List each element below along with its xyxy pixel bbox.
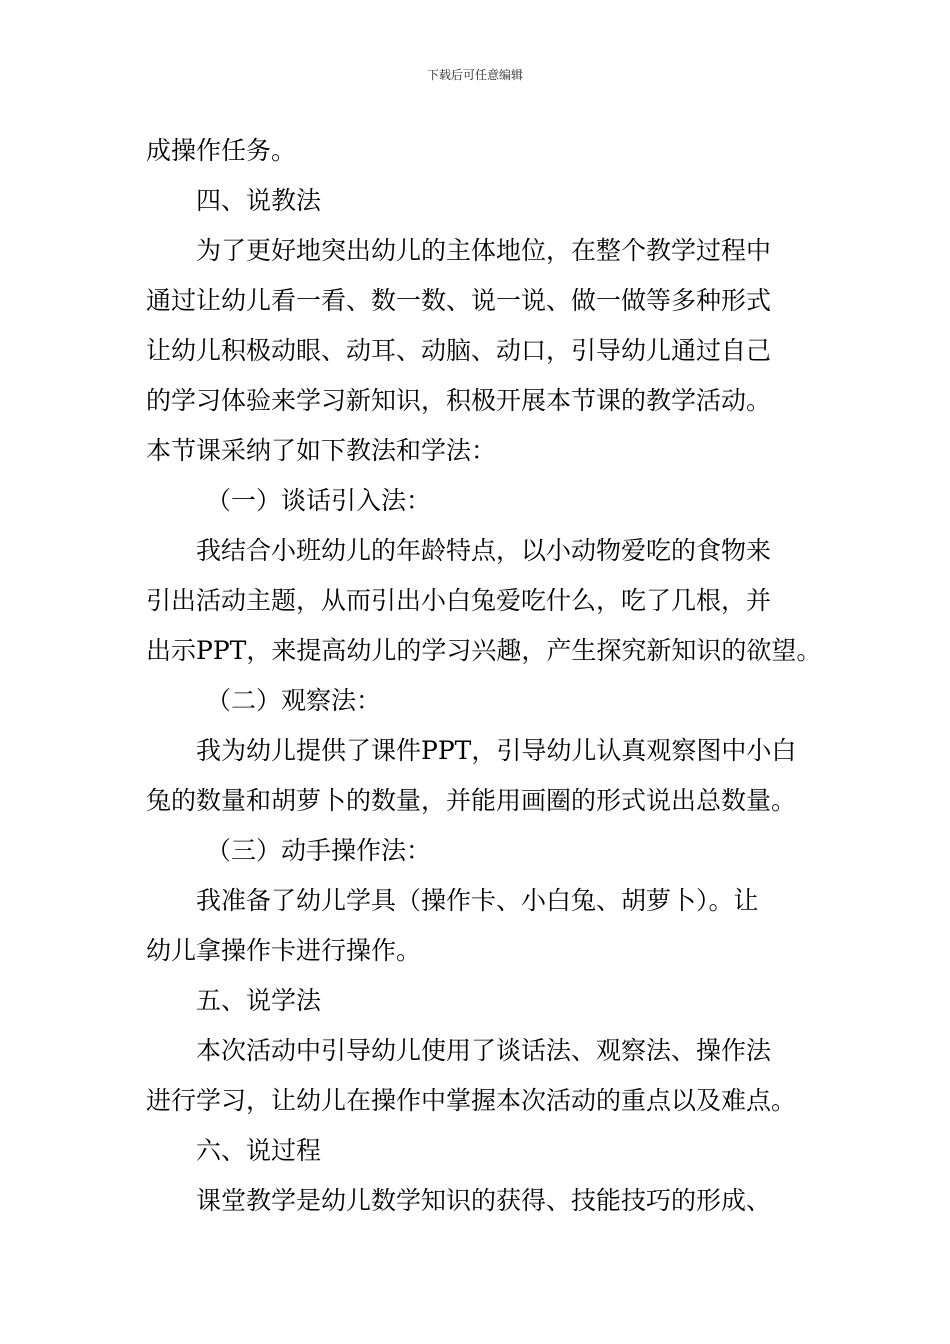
text-line: 兔的数量和胡萝卜的数量，并能用画圈的形式说出总数量。 [146, 786, 797, 815]
text-line: 我为幼儿提供了课件PPT，引导幼儿认真观察图中小白 [196, 736, 797, 765]
text-line: 通过让幼儿看一看、数一数、说一说、做一做等多种形式 [146, 286, 772, 315]
text-line: 我准备了幼儿学具（操作卡、小白兔、胡萝卜）。让 [196, 886, 759, 915]
text-line: 让幼儿积极动眼、动耳、动脑、动口，引导幼儿通过自己 [146, 336, 772, 365]
text-line: 我结合小班幼儿的年龄特点，以小动物爱吃的食物来 [196, 536, 772, 565]
section-heading: 五、说学法 [196, 986, 322, 1015]
subsection-heading: （一）谈话引入法： [206, 486, 432, 515]
text-line: 本节课采纳了如下教法和学法： [146, 436, 497, 465]
section-heading: 四、说教法 [196, 186, 322, 215]
text-line: 引出活动主题，从而引出小白兔爱吃什么，吃了几根，并 [146, 586, 772, 615]
text-line: 出示PPT，来提高幼儿的学习兴趣，产生探究新知识的欲望。 [146, 636, 822, 665]
text-line: 进行学习，让幼儿在操作中掌握本次活动的重点以及难点。 [146, 1086, 797, 1115]
document-body [146, 126, 826, 1226]
subsection-heading: （三）动手操作法： [206, 836, 432, 865]
text-line: 课堂教学是幼儿数学知识的获得、技能技巧的形成、 [196, 1186, 772, 1215]
section-heading: 六、说过程 [196, 1136, 322, 1165]
subsection-heading: （二）观察法： [206, 686, 382, 715]
text-line: 成操作任务。 [146, 136, 297, 165]
text-line: 的学习体验来学习新知识，积极开展本节课的教学活动。 [146, 386, 772, 415]
text-line: 本次活动中引导幼儿使用了谈话法、观察法、操作法 [196, 1036, 772, 1065]
text-line: 幼儿拿操作卡进行操作。 [146, 936, 422, 965]
page-header: 下载后可任意编辑 [426, 68, 523, 82]
text-line: 为了更好地突出幼儿的主体地位，在整个教学过程中 [196, 236, 772, 265]
